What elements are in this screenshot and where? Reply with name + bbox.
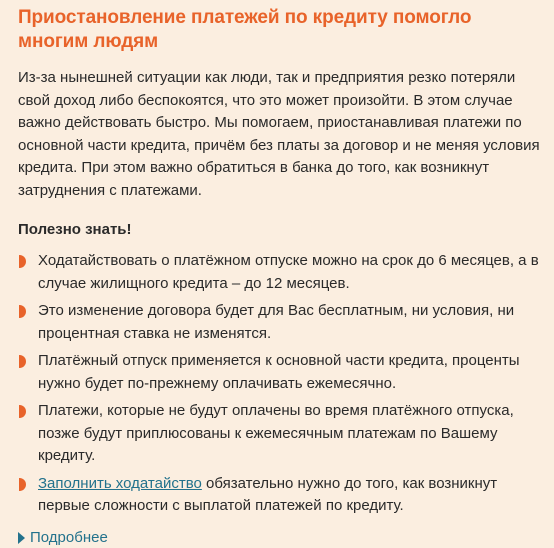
bullet-icon bbox=[19, 405, 26, 418]
list-item-text: Это изменение договора будет для Вас бесплатным, ни условия, ни процентная ставка не изменятся. bbox=[38, 302, 515, 342]
list-item bbox=[18, 400, 540, 468]
bullet-icon bbox=[19, 478, 26, 491]
page-title: Приостановление платежей по кредиту помогло многим людям bbox=[18, 7, 472, 52]
application-link[interactable]: Заполнить ходатайство bbox=[38, 474, 202, 492]
bullet-icon bbox=[19, 255, 26, 268]
bullet-icon bbox=[19, 305, 26, 318]
list-item bbox=[18, 250, 540, 295]
list-item bbox=[18, 350, 540, 395]
play-triangle-icon bbox=[18, 532, 25, 544]
bullet-list bbox=[18, 250, 540, 518]
intro-paragraph: Из-за нынешней ситуации как люди, так и предприятия резко потеряли свой доход либо беспокоятся, что это может произойти. В этом случае важно действовать быстро. Мы помогаем, приостанавливая платежи по основной части кредита, причём без платы за договор и не меняя условия кредита. При этом важно обратиться в банка до того, как возникнут затруднения с платежами. bbox=[18, 69, 540, 199]
list-item bbox=[18, 473, 540, 518]
more-link[interactable] bbox=[18, 528, 540, 548]
bullet-icon bbox=[19, 355, 26, 368]
list-item-text: обязательно нужно до того, как возникнут первые сложности с выплатой платежей по кредиту. bbox=[38, 474, 498, 514]
list-item bbox=[18, 300, 540, 345]
list-item-text: Ходатайствовать о платёжном отпуске можно на срок до 6 месяцев, а в случае жилищного кредита – до 12 месяцев. bbox=[38, 252, 539, 292]
more-link-label: Подробнее bbox=[30, 528, 108, 546]
list-item-text: Платежи, которые не будут оплачены во время платёжного отпуска, позже будут приплюсованы к ежемесячным платежам по Вашему кредиту. bbox=[38, 402, 514, 464]
section-heading: Полезно знать! bbox=[18, 221, 132, 238]
list-item-text: Платёжный отпуск применяется к основной части кредита, проценты нужно будет по-прежнему оплачивать ежемесячно. bbox=[38, 352, 520, 392]
